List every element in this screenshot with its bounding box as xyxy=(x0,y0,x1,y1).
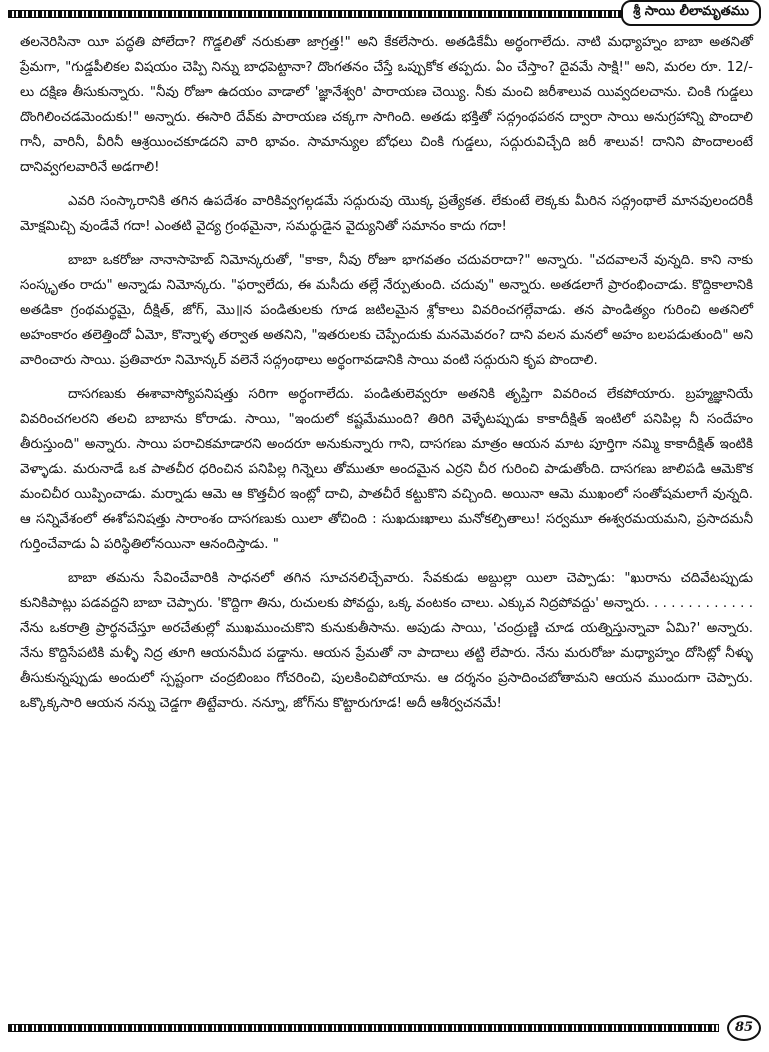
decorative-chain-border xyxy=(8,1024,719,1032)
book-title: శ్రీ సాయి లీలామృతము xyxy=(621,0,761,26)
paragraph: దాసగణుకు ఈశావాస్యోపనిషత్తు సరిగా అర్థంగాలేదు. పండితులెవ్వరూ అతనికి తృప్తిగా వివరించ లేకపోయారు. బ్రహ్మజ్ఞానియే వివరించగలరని తలచి బాబాను కోరాడు. సాయి, "ఇందులో కష్టమేముంది? తిరిగి వెళ్ళేటప్పుడు కాకాదీక్షిత్ ఇంటిలో పనిపిల్ల నీ సందేహం తీరుస్తుంది" అన్నారు. సాయి పరాచికమాడారని అందరూ అనుకున్నారు గాని, దాసగణు మాత్రం ఆయన మాట పూర్తిగా నమ్మి కాకాదీక్షిత్ ఇంటికి వెళ్ళాడు. మరునాడే ఒక పాతచీర ధరించిన పనిపిల్ల గిన్నెలు తోముతూ అందమైన ఎర్రని చీర గురించి పాడుతోంది. దాసగణు జాలిపడి ఆమెకొక మంచిచీర యిప్పించాడు. మర్నాడు ఆమె ఆ కొత్తచీర ఇంట్లో దాచి, పాతచీరే కట్టుకొని వచ్చింది. అయినా ఆమె ముఖంలో సంతోషమలాగే వున్నది. ఆ సన్నివేశంలో ఈశోపనిషత్తు సారాంశం దాసగణుకు యిలా తోచింది : సుఖదుఃఖాలు మనోకల్పితాలు! సర్వమూ ఈశ్వరమయమని, ప్రసాదమనీ గుర్తించేవాడు ఏ పరిస్థితిలోనయినా ఆనందిస్తాడు. " xyxy=(20,387,753,552)
footer-border xyxy=(8,1014,761,1042)
page-number: 85 xyxy=(727,1015,761,1041)
paragraph: తలనెరిసినా యీ పద్ధతి పోలేదా? గొడ్డలితో నరుకుతా జాగ్రత్త!" అని కేకలేసారు. అతడికేమీ అర్థంగాలేదు. నాటి మధ్యాహ్నం బాబా అతనితో ప్రేమగా, "గుడ్డపీలికల విషయం చెప్పి నిన్ను బాధపెట్టానా? దొంగతనం చేస్తే ఒప్పుకోక తప్పదు. ఏం చేస్తాం? దైవమే సాక్షి!" అని, మరల రూ. 12/-లు దక్షిణ తీసుకున్నారు. "నీవు రోజూ ఉదయం వాడాలో 'జ్ఞానేశ్వరి' పారాయణ చెయ్యి. నీకు మంచి జరీశాలువ యివ్వదలచాను. చింకి గుడ్డలు దొంగిలించడమెందుకు!" అన్నారు. ఈసారి దేవ్‌కు పారాయణ చక్కగా సాగింది. అతడు భక్తితో సద్గ్రంథపఠన ద్వారా సాయి అనుగ్రహాన్ని పొందాలి గానీ, వారినీ, వీరినీ ఆశ్రయించకూడదని వారి భావం. సామాన్యుల బోధలు చింకి గుడ్డలు, సద్గురువిచ్చేది జరీ శాలువ! దానిని పొందాలంటే దానివ్వగలవారినే అడగాలి! xyxy=(20,35,753,175)
page-body xyxy=(20,30,753,1008)
paragraph: ఎవరి సంస్కారానికి తగిన ఉపదేశం వారికివ్వగల్గడమే సద్గురువు యొక్క ప్రత్యేకత. లేకుంటే లెక్కకు మీరిన సద్గ్రంథాలే మానవులందరికీ మోక్షమిచ్చి వుండేవే గదా! ఎంతటి వైద్య గ్రంథమైనా, సమర్థుడైన వైద్యునితో సమానం కాదు గదా! xyxy=(20,194,753,234)
paragraph: బాబా ఒకరోజు నానాసాహెబ్ నిమోన్కరుతో, "కాకా, నీవు రోజూ భాగవతం చదువరాదా?" అన్నారు. "చదవాలనే వున్నది. కాని నాకు సంస్కృతం రాదు" అన్నాడు నిమోన్కరు. "ఫర్వాలేదు, ఈ మసీదు తల్లే నేర్పుతుంది. చదువు" అన్నారు. అతడలాగే ప్రారంభించాడు. కొద్దికాలానికి అతడికా గ్రంథమర్థమై, దీక్షిత్, జోగ్, మొ॥న పండితులకు గూడ జటిలమైన శ్లోకాలు వివరించగల్గేవాడు. తన పాండిత్యం గురించి అతనిలో అహంకారం తలెత్తిందో ఏమో, కొన్నాళ్ళ తర్వాత అతనిని, "ఇతరులకు చెప్పేందుకు మనమెవరం? దాని వలన మనలో అహం బలపడుతుంది" అని వారించారు సాయి. ప్రతివారూ నిమోన్కర్ వలెనే సద్గ్రంథాలు అర్థంగావడానికి సాయి వంటి సద్గురుని కృప పొందాలి. xyxy=(20,253,753,368)
paragraph: బాబా తమను సేవించేవారికి సాధనలో తగిన సూచనలిచ్చేవారు. సేవకుడు అబ్దుల్లా యిలా చెప్పాడు: "ఖురాను చదివేటప్పుడు కునికిపాట్లు పడవద్దని బాబా చెప్పారు. 'కొద్దిగా తిను, రుచులకు పోవద్దు, ఒక్క వంటకం చాలు. ఎక్కువ నిద్రపోవద్దు' అన్నారు. . . . . . . . . . . . . నేను ఒకరాత్రి ప్రార్థనచేస్తూ అరచేతుల్లో ముఖముంచుకొని కునుకుతీసాను. అపుడు సాయి, 'చంద్రుణ్ణి చూడ యత్నిస్తున్నావా ఏమి?' అన్నారు. నేను కొద్దిసేపటికి మళ్ళీ నిద్ర తూగి ఆయనమీద పడ్డాను. ఆయన ప్రేమతో నా పాదాలు తట్టి లేపారు. నేను మరురోజు మధ్యాహ్నం దోసిట్లో నీళ్ళు తీసుకున్నప్పుడు అందులో స్పష్టంగా చంద్రబింబం గోచరించి, పులకించిపోయాను. ఆ దర్శనం ప్రసాదించబోతామని ఆయన ముందుగా చెప్పారు. ఒక్కొక్కసారి ఆయన నన్ను చెడ్డగా తిట్టేవారు. నన్నూ, జోగ్‌ను కొట్టారుగూడ! అదీ ఆశీర్వచనమే! xyxy=(20,571,753,711)
